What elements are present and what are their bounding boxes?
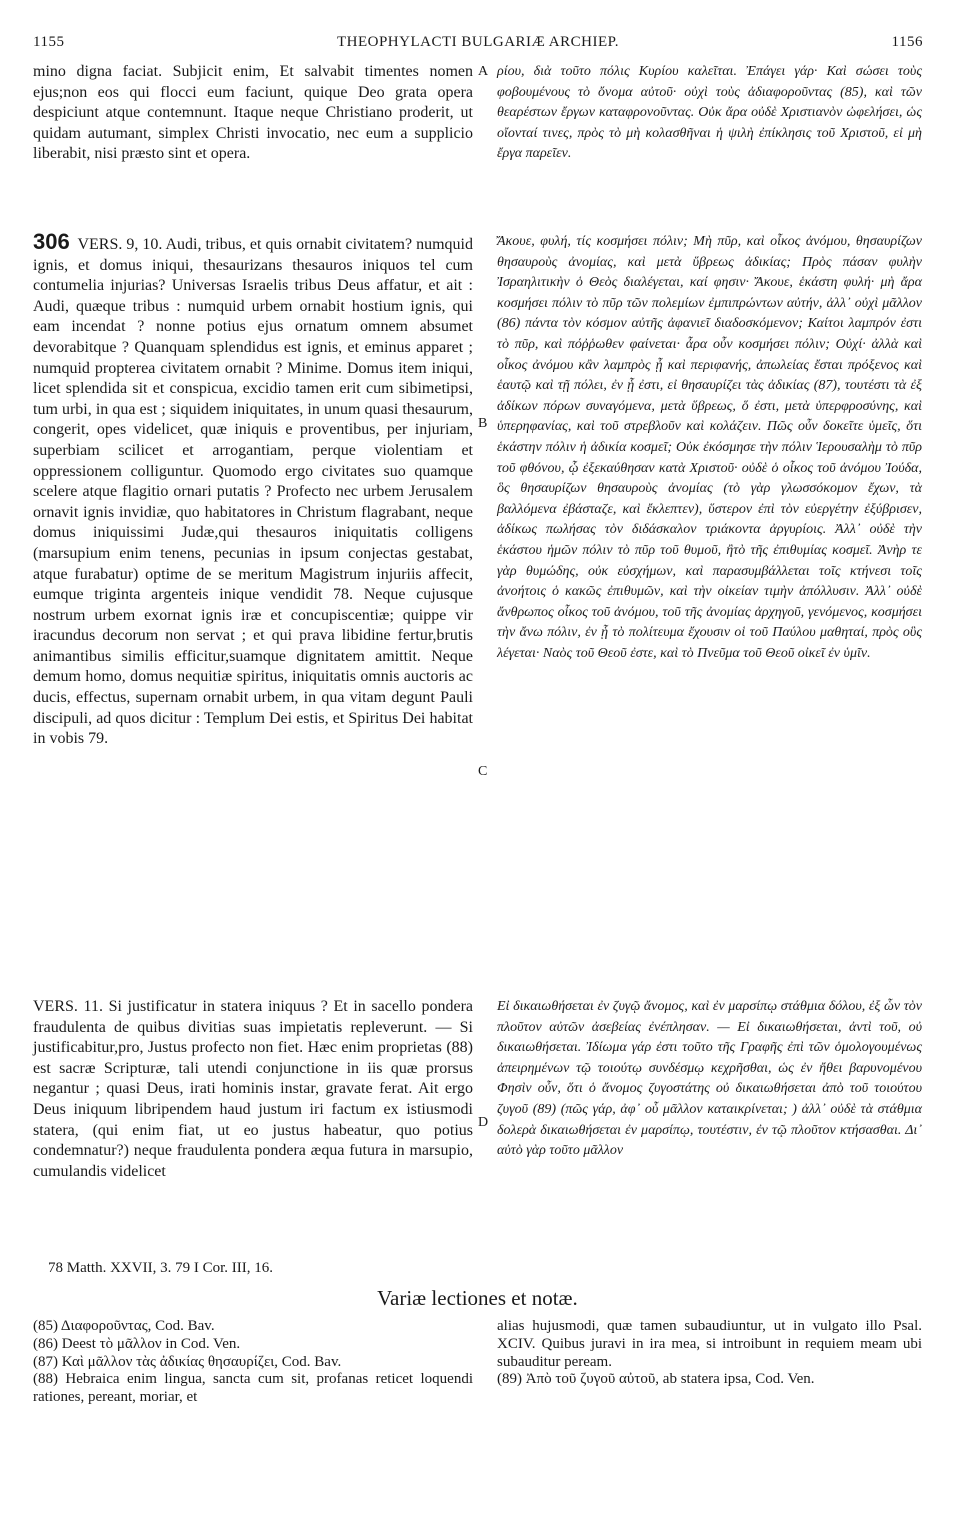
- variae-right-column: [497, 1318, 922, 1389]
- section-number: 306: [33, 229, 70, 254]
- margin-letter-d: D: [478, 1115, 489, 1130]
- page-number-left: 1155: [33, 34, 65, 50]
- variant-note: (87) Καὶ μᾶλλον τὰς ἀδικίας θησαυρίζει, Cod. Bav.: [33, 1353, 342, 1370]
- variant-note: (88) Hebraica enim lingua, sancta cum sit, profanas reticet loquendi rationes, pereant, moriar, et: [33, 1371, 473, 1406]
- footnotes: 78 Matth. XXVII, 3. 79 I Cor. III, 16.: [48, 1260, 273, 1276]
- variae-title: Variæ lectiones et notæ.: [377, 1286, 578, 1310]
- latin-text: VERS. 9, 10. Audi, tribus, et quis ornabit civitatem? numquid ignis, et domus iniqui, thesaurizans thesauros iniquos tel cum contumelia injurias? Universas Israelis tribus Deus affatur, et ait : Audi, quæque tribus : numquid urbem ornabit hostium ignis, qui eam incendat ? nonne potius ejus ornatum omnem absumet devorabitque ? Quanquam splendidus est ignis, et eminus apparet ; numquid propterea civitatem ornabit ? Minime. Domus item iniqui, licet splendida sit et conspicua, excidio tamen erit cum sibimetipsi, tum urbi, in qua est ; siquidem iniquitates, in unum quasi thesaurum, congerit, opes videlicet, quæ iniquis e proventibus, per injuriam, superbiam scilicet et arrogantiam, perque violentiam et oppressionem colliguntur. Quomodo ergo civitates suo quamque scelere atque flagitio ornari putatis ? Profecto nec urbem Jerusalem ornavit ignis invidiæ, quo habitatores in Christum flagrabant, neque domus iniquissimi Judæ,qui thesauros iniquitatis colligens (marsupium enim tenens, pecunias in ipsum conjectas gestabat, atque furabatur) optime de se meritum Magistrum injuriis affecit, eumque triginta argenteis inique vendidit 78. Neque cujusque nostrum urbem exornat ignis iræ et concupiscentiæ; quippe vir iracundus decorum non servat ; et qui prava libidine fertur,brutis animantibus similis efficitur,suamque dignitatem amittit. Neque demum homo, domus nequitiæ spiritus, iniquitatis omnis auctoris ac ducis, effectus, supernam ornabit urbem, in qua vitam degunt Pauli discipuli, ad quos dicitur : Templum Dei estis, et Spiritus Dei habitat in vobis 79.: [33, 236, 473, 748]
- variant-note: (86) Deest τὸ μᾶλλον in Cod. Ven.: [33, 1335, 241, 1352]
- variant-note: alias hujusmodi, quæ tamen subaudiuntur, ut in vulgato illo Psal. XCIV. Quibus juravi in ira mea, si introibunt in requiem meam ubi subauditur peream.: [497, 1318, 922, 1370]
- variae-left-column: [33, 1318, 473, 1407]
- latin-paragraph: mino digna faciat. Subjicit enim, Et salvabit timentes nomen ejus;non eos qui flocci eum faciunt, quique Deo grata opera despiciunt atque contemnunt. Itaque neque Christiano proderit, ut quidam autumant, simplex Christi invocatio, nec eum a supplicio liberabit, nisi præsto sint et opera.: [33, 63, 473, 163]
- latin-paragraph: [33, 229, 473, 750]
- page-number-right: 1156: [891, 34, 923, 50]
- latin-block-3: [33, 997, 473, 1182]
- variant-note: (89) Ἀπὸ τοῦ ζυγοῦ αὐτοῦ, ab statera ipsa, Cod. Ven.: [497, 1371, 815, 1388]
- greek-paragraph: Ἄκουε, φυλή, τίς κοσμήσει πόλιν; Μὴ πῦρ, καὶ οἶκος ἀνόμου, θησαυρίζων θησαυροὺς ἀνομίας, καὶ μετὰ ὕβρεως ἀδικίας; Πρὸς πάσαν φυλὴν Ἰσραηλιτικὴν ὁ Θεὸς διαλέγεται, καί φησιν· Ἄκουε, ἑκάστη φυλή· μὴ ἄρα κοσμήσει πόλιν τὸ πῦρ τῶν πολεμίων ἐμπιπρώντων αὐτήν, ἀλλ᾽ οὐχὶ μᾶλλον (86) πάντα τὸν κόσμον αὐτῆς ἀφανιεῖ διαδοσκόμενον; Καίτοι λαμπρόν ἐστι τὸ πῦρ, καὶ πόῤῥωθεν φαίνεται· ἆρα οὖν κοσμήσει πόλιν; Οὐχί· ἀλλὰ καὶ οἶκος ἀνόμου κἂν λαμπρὸς ᾖ καὶ περιφανής, ἀπωλείας ἔσται πρόξενος καὶ ἑαυτῷ καὶ τῇ πόλει, ἐν ᾗ ἐστι, εἰ θησαυρίζει τὰς ἀδικίας (87), τουτέστι τὰ ἐξ ἀδίκων πόρων συναγόμενα, μετὰ ὕβρεως, ὅ ἐστι, μετὰ ὑπερφροσύνης, καὶ ὑπερηφανίας, καὶ τοῦ στρεβλοῦν καὶ κολάζειν. Πῶς οὖν δοκεῖτε ὑμεῖς, ὅτι ἑκάστην πόλιν ἡ ἀδικία κοσμεῖ; Οὐκ ἐκόσμησε τὴν πόλιν Ἱερουσαλὴμ τὸ πῦρ τοῦ φθόνου, ᾧ ἐξεκαύθησαν κατὰ Χριστοῦ· οὐδὲ ὁ οἶκος τοῦ ἀνόμου Ἰούδα, ὃς θησαυρίζων θησαυροὺς ἀνομίας (τὸ γὰρ γλωσσόκομον ἔχων, τὰ βαλλόμενα ἐβάσταζε, καὶ ἔκλεπτεν), ὕστερον ἐπὶ τὸν εὐεργέτην ἐξύβρισεν, ἀδίκως πωλήσας τὸν διδάσκαλον τριάκοντα ἀργυρίοις. Ἀλλ᾽ οὐδὲ τὴν ἑκάστου ἡμῶν πόλιν τὸ πῦρ τοῦ θυμοῦ, ἢτὸ τῆς ἐπιθυμίας κοσμεῖ. Ἀνὴρ τε γὰρ θυμώδης, οὐκ εὐσχήμων, καὶ παρασυμβάλλεται τοῖς κτήνεσι τοῖς ἀνοήτοις ὁ κακῶς ἐπιθυμῶν, καὶ τὴν οἰκείαν τιμὴν ἀπόλλυσιν. Ἀλλ᾽ οὐδὲ ἄνθρωπος οἶκος τοῦ ἀνόμου, τοῦ τῆς ἀνομίας ἀρχηγοῦ, γενόμενος, κοσμήσει τὴν ἄνω πόλιν, ἐν ᾗ τὸ πολίτευμα ἔχουσιν οἱ τοῦ Παύλου μαθηταί, πρὸς οὓς λέγεται· Ναὸς τοῦ Θεοῦ ἐστε, καὶ τὸ Πνεῦμα τοῦ Θεοῦ οἰκεῖ ἐν ὑμῖν.: [497, 234, 922, 661]
- latin-block-1: [33, 62, 473, 165]
- running-head: THEOPHYLACTI BULGARIÆ ARCHIEP.: [336, 34, 620, 50]
- greek-paragraph: Εἰ δικαιωθήσεται ἐν ζυγῷ ἄνομος, καὶ ἐν μαρσίπῳ στάθμια δόλου, ἐξ ὧν τὸν πλοῦτον αὐτῶν ἀσεβείας ἐνέπλησαν. — Εἰ δικαιωθήσεται, ἀντὶ τοῦ, οὐ δικαιωθήσεται. Ἰδίωμα γάρ ἐστι τοῦτο τῆς Γραφῆς ἐπὶ τῶν ὁμολογουμένως ἀπειρημένων τῷ τοιούτῳ συνδέσμῳ κεχρῆσθαι, ὡς ἐν ἤθει βαρυνομένου Φησὶν οὖν, ὅτι ὁ ἄνομος ζυγοστάτης οὐ δικαιωθήσεται ἀπὸ τοῦ τοιούτου ζυγοῦ (89) (πῶς γάρ, ἀφ᾽ οὗ μᾶλλον καταικρίνεται; ) ἀλλ᾽ οὐδὲ τὰ στάθμια δολερὰ δικαιωθήσεται ἐν μαρσίπῳ, τουτέστιν, ἐν τῷ πλοῦτον κτήσασθαι. Δι᾽ αὐτὸ γὰρ τοῦτο μᾶλλον: [497, 999, 922, 1159]
- greek-paragraph: ρίου, διὰ τοῦτο πόλις Κυρίου καλεῖται. Ἐπάγει γάρ· Καὶ σώσει τοὺς φοβουμένους τὸ ὄνομα αὐτοῦ· οὐχὶ τοὺς ἀδιαφοροῦντας (85), καὶ τῶν θεαρέστων ἔργων καταφρονοῦντας. Οὐκ ἄρα οὐδὲ Χριστιανὸν ὠφελήσει, ὡς οἴονταί τινες, πρὸς τὸ μὴ κολασθῆναι ἡ ψιλὴ ἐπίκλησις τοῦ Χριστοῦ, εἰ μὴ ἔργα παρεῖεν.: [497, 64, 922, 162]
- greek-block-3: [497, 997, 922, 1162]
- margin-letter-b: B: [478, 416, 488, 431]
- greek-block-1: [497, 62, 922, 165]
- greek-block-2: [497, 232, 922, 664]
- latin-block-2: [33, 229, 473, 750]
- latin-paragraph: VERS. 11. Si justificatur in statera iniquus ? Et in sacello pondera fraudulenta de quibus divitias suas impietatis repleverunt. — Si justificabitur,pro, Justus profecto non fiet. Hæc enim proprietas (88) est sacræ Scripturæ, tali utendi conjunctione in iis quæ prorsus negantur ; quasi Deus, irati hominis instar, gravate ferat. Ait ergo Deus iniquum libripendem haud justum iri factum ex istiusmodi statera, (qui enim fiat, ut eo justus habeatur, quo potius condemnatur?) neque fraudulenta pondera æqua futura in marsupio, cumulandis videlicet: [33, 998, 473, 1180]
- variant-note: (85) Διαφοροῦντας, Cod. Bav.: [33, 1318, 215, 1334]
- margin-letter-c: C: [478, 764, 488, 779]
- margin-letter-a: A: [478, 64, 489, 79]
- page-header: [33, 34, 923, 60]
